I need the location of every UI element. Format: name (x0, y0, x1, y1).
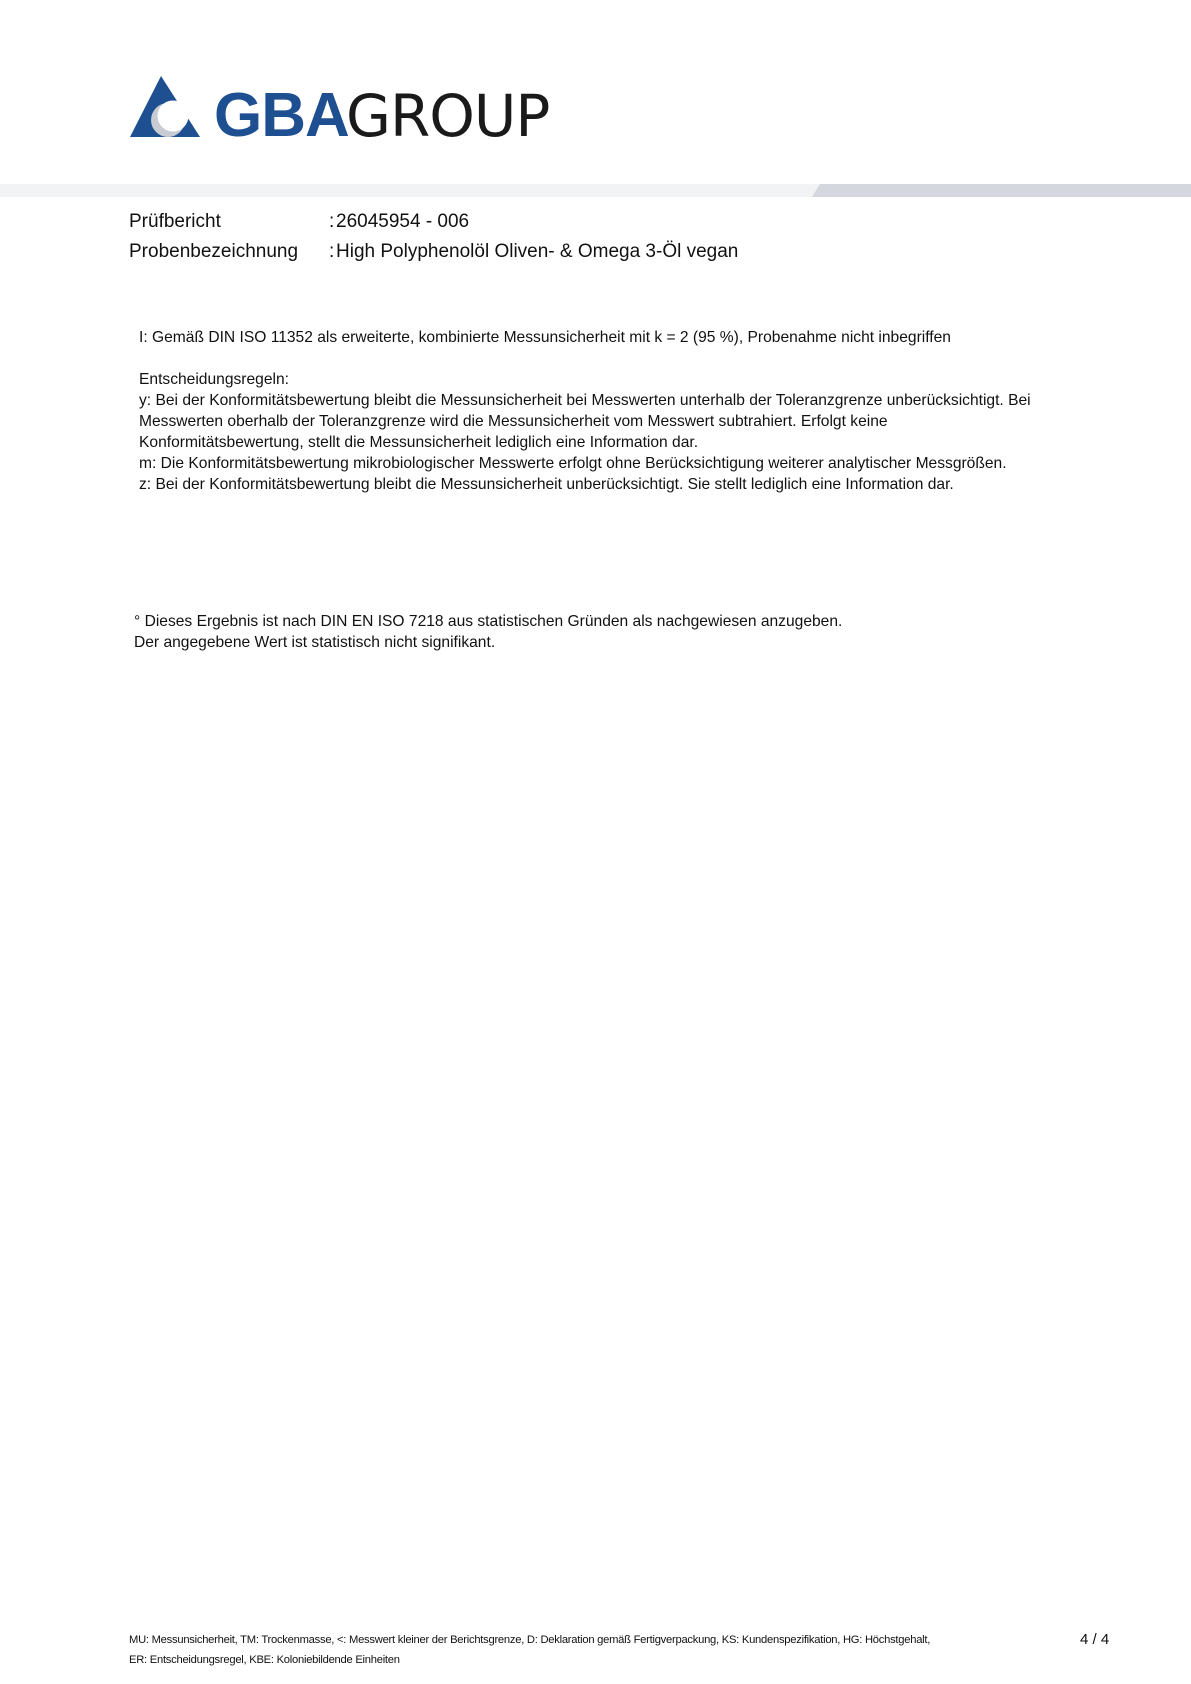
page-number: 4 / 4 (1080, 1631, 1110, 1648)
decision-rule-z: z: Bei der Konformitätsbewertung bleibt die Messunsicherheit unberücksichtigt. Sie stellt lediglich eine Information dar. (139, 476, 954, 493)
footnote-line-1: ° Dieses Ergebnis ist nach DIN EN ISO 7218 aus statistischen Gründen als nachgewiesen anzugeben. (134, 613, 843, 630)
decision-rule-m: m: Die Konformitätsbewertung mikrobiologischer Messwerte erfolgt ohne Berücksichtigung weiterer analytischer Messgrößen. (139, 455, 1007, 472)
decision-rule-y-line-3: Konformitätsbewertung, stellt die Messunsicherheit lediglich eine Information dar. (139, 434, 699, 451)
decision-rule-y-line-2: Messwerten oberhalb der Toleranzgrenze wird die Messunsicherheit vom Messwert subtrahiert. Erfolgt keine (139, 413, 888, 430)
gba-group-logo (130, 76, 560, 142)
header-divider-band (0, 184, 1191, 197)
sample-name-label: Probenbezeichnung (129, 241, 299, 262)
report-number-colon: : (329, 211, 335, 232)
decision-rule-y-line-1: y: Bei der Konformitätsbewertung bleibt die Messunsicherheit bei Messwerten unterhalb der Toleranzgrenze unberücksichtigt. Bei (139, 392, 1031, 409)
sample-name-value: High Polyphenolöl Oliven- & Omega 3-Öl vegan (336, 241, 739, 262)
abbreviations-line-1: MU: Messunsicherheit, TM: Trockenmasse, <: Messwert kleiner der Berichtsgrenze, D: Deklaration gemäß Fertigverpackung, KS: Kundenspezifikation, HG: Höchstgehalt, (129, 1634, 931, 1646)
footnote-line-2: Der angegebene Wert ist statistisch nicht signifikant. (134, 634, 496, 651)
report-number-value: 26045954 - 006 (336, 211, 470, 232)
report-number-row (129, 207, 738, 237)
measurement-uncertainty-note: I: Gemäß DIN ISO 11352 als erweiterte, kombinierte Messunsicherheit mit k = 2 (95 %), Probenahme nicht inbegriffen (139, 329, 951, 346)
statistical-footnote (134, 611, 1074, 653)
logo-text-group: GROUP (346, 82, 550, 142)
report-number-label: Prüfbericht (129, 211, 221, 232)
notes-section (139, 327, 1079, 495)
abbreviations-line-2: ER: Entscheidungsregel, KBE: Koloniebildende Einheiten (129, 1653, 400, 1666)
decision-rules-heading: Entscheidungsregeln: (139, 371, 289, 388)
sample-name-row (129, 237, 738, 267)
logo-text-gba: GBA (214, 81, 349, 142)
report-meta (129, 207, 738, 267)
sample-name-colon: : (329, 241, 335, 262)
abbreviations-footer (129, 1631, 1009, 1670)
